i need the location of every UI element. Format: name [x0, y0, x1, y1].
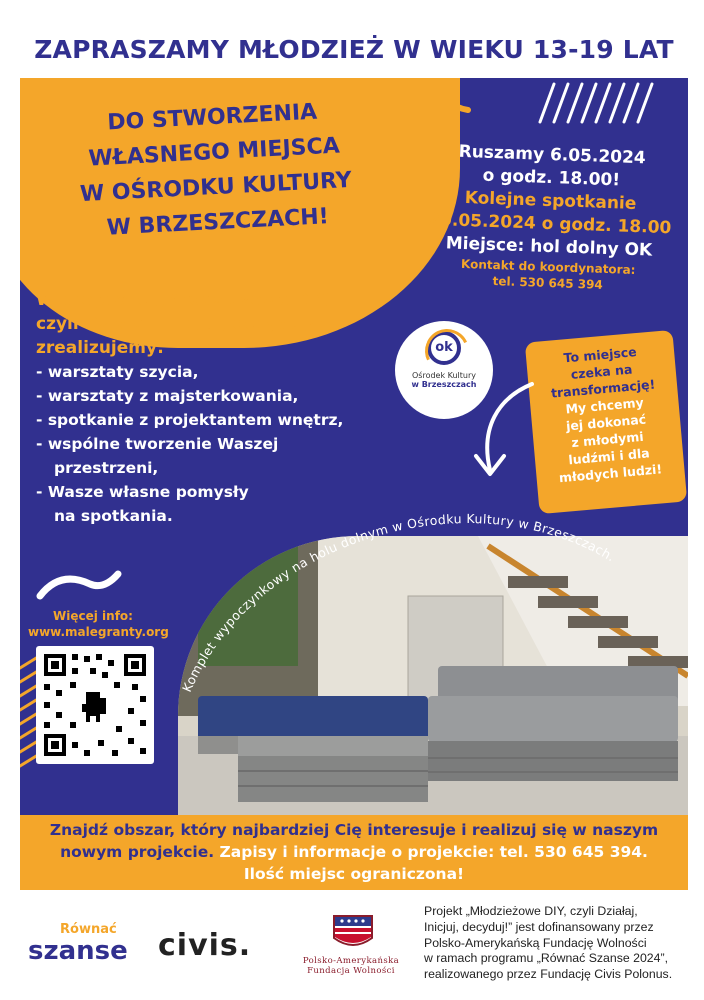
ok-logo-letters: ok: [435, 340, 453, 355]
start-date: Ruszamy 6.05.2024: [458, 141, 647, 169]
next-meeting-date: 20.05.2024 o godz. 18.00: [427, 209, 672, 239]
more-info-url[interactable]: www.malegranty.org: [28, 625, 169, 639]
call-to-action: [20, 815, 688, 890]
rownac-szanse-logo-bottom: szanse: [28, 936, 128, 966]
note-line: My chcemy: [564, 394, 645, 417]
next-meeting-label: Kolejne spotkanie: [464, 188, 637, 214]
sponsors-footer: [0, 898, 704, 1000]
pafw-name: [290, 956, 412, 976]
qr-code-icon: [36, 646, 154, 764]
credits-line: Polsko-Amerykańską Fundację Wolności: [424, 935, 647, 950]
curved-arrow-icon: [468, 378, 548, 488]
project-intro-line: czyli Działaj, Inicjuj, decyduj!”: [36, 314, 327, 334]
pafw-name-line2: Fundacja Wolności: [307, 966, 395, 976]
decorative-squiggle-icon: [34, 566, 124, 606]
list-item: przestrzeni,: [54, 459, 159, 477]
headline-line: W OŚRODKU KULTURY: [79, 167, 353, 208]
photo-caption: Komplet wypoczynkowy na holu dolnym w Ośrodku Kultury w Brzeszczach.: [178, 511, 618, 695]
note-line: ludźmi i dla: [567, 445, 651, 468]
start-time: o godz. 18.00!: [482, 165, 621, 191]
logo-name-line1: Ośrodek Kultury: [411, 371, 477, 380]
more-info-label: Więcej info:: [53, 609, 133, 623]
pafw-emblem-icon: [330, 906, 376, 952]
note-line: transformację!: [550, 376, 656, 401]
ok-logo-mark: [427, 331, 461, 365]
dates-block: [398, 139, 688, 296]
logo-name-line2: w Brzeszczach: [411, 380, 477, 389]
headline-line: WŁASNEGO MIEJSCA: [87, 133, 341, 172]
note-line: To miejsce: [562, 344, 638, 366]
header-banner: [20, 20, 688, 78]
headline-line: DO STWORZENIA: [106, 99, 318, 136]
list-item: na spotkania.: [54, 507, 173, 525]
contact-label: Kontakt do koordynatora:: [460, 256, 636, 278]
qr-code[interactable]: [36, 646, 154, 764]
cta-line1: Znajdź obszar, który najbardziej Cię interesuje i realizuj się w naszym: [49, 821, 659, 839]
headline-line: W BRZESZCZACH!: [106, 204, 330, 241]
credits-line: realizowanego przez Fundację Civis Polonus.: [424, 967, 673, 982]
note-line: z młodymi: [570, 428, 645, 451]
list-item: - warsztaty szycia,: [36, 363, 199, 381]
list-item: - wspólne tworzenie Waszej: [36, 435, 279, 453]
photo-caption-curve: [160, 483, 688, 703]
rownac-szanse-logo-top: Równać: [60, 922, 117, 937]
place-label: Miejsce:: [445, 233, 525, 257]
header-title: ZAPRASZAMY MŁODZIEŻ W WIEKU 13-19 LAT: [34, 34, 674, 64]
credits-line: w ramach programu „Równać Szanse 2024”,: [424, 951, 668, 966]
list-item: - Wasze własne pomysły: [36, 483, 249, 501]
credits-line: Projekt „Młodzieżowe DIY, czyli Działaj,: [424, 904, 638, 918]
place-value: hol dolny OK: [529, 236, 653, 261]
funding-credits: [424, 904, 694, 983]
civis-logo: civis.: [158, 928, 252, 963]
note-line: młodych ludzi!: [558, 461, 663, 486]
credits-line: Inicjuj, decyduj!” jest dofinansowany przez: [424, 919, 654, 934]
decorative-stripes-icon: [428, 78, 678, 138]
cta-line3: Ilość miejsc ograniczona!: [243, 865, 465, 883]
pafw-name-line1: Polsko-Amerykańska: [302, 956, 400, 966]
cta-line2-dark: nowym projekcie.: [60, 843, 215, 861]
more-info: [28, 608, 169, 640]
list-item: - warsztaty z majsterkowania,: [36, 387, 299, 405]
note-line: jej dokonać: [565, 411, 647, 434]
main-panel: [20, 78, 688, 815]
svg-text:Komplet wypoczynkowy na holu d: [179, 511, 618, 694]
contact-phone: tel. 530 645 394: [492, 274, 604, 292]
project-intro-line: W projekcie „Młodzieżowe DIY,: [36, 290, 332, 310]
headline: [57, 92, 374, 248]
cta-line2-white: Zapisy i informacje o projekcie: tel. 530 645 394.: [219, 843, 648, 861]
note-line: czeka na: [570, 361, 633, 382]
list-item: - spotkanie z projektantem wnętrz,: [36, 411, 344, 429]
project-intro-line: zrealizujemy:: [36, 338, 164, 358]
